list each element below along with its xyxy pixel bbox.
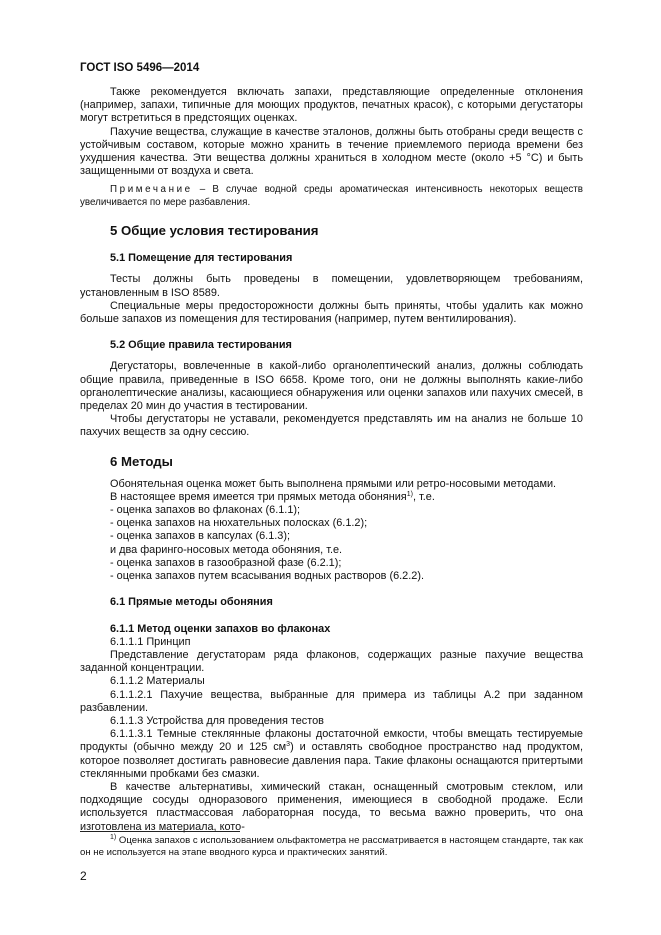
paragraph: Тесты должны быть проведены в помещении, удовлетворяющем требованиям, установленным в ISO 8589.: [80, 273, 583, 299]
section-6-heading: 6 Методы: [110, 453, 173, 469]
paragraph: В качестве альтернативы, химический стакан, оснащенный смотровым стеклом, или подходящие сосуды одноразового применения, имеющиеся в свободной продаже. Если используется пластмассовая лабораторная посуда, то весьма важно проверить, что она изготовлена из материала, кото-: [80, 780, 583, 833]
section-6-1-1-heading: 6.1.1 Метод оценки запахов во флаконах: [110, 622, 331, 635]
note: [80, 184, 583, 209]
list-item: - оценка запахов на нюхательных полосках (6.1.2);: [110, 517, 368, 530]
paragraph: [80, 491, 583, 504]
text-run: , т.е.: [412, 490, 435, 503]
text-run: 6.1.1.3.1 Темные стеклянные флаконы достаточной емкости, чтобы вмещать тестируемые продукты (обычно между 20 и 125 см: [80, 728, 583, 754]
document-header: ГОСТ ISO 5496—2014: [80, 62, 200, 74]
subsection-label: 6.1.1.2 Материалы: [110, 675, 205, 688]
footnote-divider: [80, 831, 240, 832]
list-item: и два фаринго-носовых метода обоняния, т.е.: [110, 543, 343, 556]
footnote-ref: 1): [406, 490, 413, 498]
footnote: [80, 835, 583, 859]
footnote-text: Оценка запахов с использованием ольфактометра не рассматривается в настоящем стандарте, так как он не используется на этапе вводного курса и практических занятий.: [80, 835, 584, 859]
text-run: В настоящее время имеется три прямых метода обоняния: [110, 490, 407, 503]
text-run: ) и оставлять свободное пространство над продуктом, которое позволяет достигать равновесие давления пара. Такие флаконы оснащаются притертыми стеклянными пробками без смазки.: [80, 741, 583, 780]
list-item: - оценка запахов в газообразной фазе (6.2.1);: [110, 556, 342, 569]
section-5-2-heading: 5.2 Общие правила тестирования: [110, 339, 292, 352]
note-text: – В случае водной среды ароматическая интенсивность некоторых веществ увеличивается по мере разбавления.: [80, 184, 583, 208]
document-body: [80, 86, 583, 834]
paragraph: Также рекомендуется включать запахи, представляющие определенные отклонения (например, запахи, типичные для моющих продуктов, печатных красок), с которыми дегустаторы могут встретиться в предстоящих оценках.: [80, 86, 583, 125]
section-6-1-heading: 6.1 Прямые методы обоняния: [110, 596, 273, 609]
section-5-heading: 5 Общие условия тестирования: [110, 223, 319, 239]
section-5-1-heading: 5.1 Помещение для тестирования: [110, 252, 293, 265]
superscript: 3: [286, 741, 291, 749]
paragraph: [80, 728, 583, 781]
footnote-marker: 1): [110, 834, 117, 841]
subsection-label: 6.1.1.1 Принцип: [110, 635, 191, 648]
paragraph: Пахучие вещества, служащие в качестве эталонов, должны быть отобраны среди веществ с устойчивым составом, которые можно хранить в течение приемлемого периода времени без ухудшения качества. Эти вещества должны храниться в холодном месте (около +5 °С) и быть защищенными от воздуха и света.: [80, 125, 583, 178]
paragraph: Дегустаторы, вовлеченные в какой-либо органолептический анализ, должны соблюдать общие правила, приведенные в ISO 6658. Кроме того, они не должны выполнять какие-либо органолептические анализы, касающиеся обнаружения или оценки запахов или пахучих смесей, в пределах 20 мин до участия в тестировании.: [80, 360, 583, 413]
list-item: - оценка запахов в капсулах (6.1.3);: [110, 530, 290, 543]
note-label: Примечание: [110, 184, 193, 196]
paragraph: Специальные меры предосторожности должны быть приняты, чтобы удалить как можно больше запахов из помещения для тестирования (например, путем вентилирования).: [80, 299, 583, 326]
paragraph: Обонятельная оценка может быть выполнена прямыми или ретро-носовыми методами.: [110, 477, 557, 490]
page-number: 2: [80, 869, 87, 883]
subsection-label: 6.1.1.3 Устройства для проведения тестов: [110, 714, 324, 727]
list-item: - оценка запахов во флаконах (6.1.1);: [110, 504, 301, 517]
paragraph: 6.1.1.2.1 Пахучие вещества, выбранные для примера из таблицы А.2 при заданном разбавлении.: [80, 688, 583, 714]
paragraph: Представление дегустаторам ряда флаконов, содержащих разные пахучие вещества заданной концентрации.: [80, 648, 583, 675]
list-item: - оценка запахов путем всасывания водных растворов (6.2.2).: [110, 570, 424, 583]
paragraph: Чтобы дегустаторы не уставали, рекомендуется представлять им на анализ не больше 10 пахучих веществ за одну сессию.: [80, 413, 583, 439]
